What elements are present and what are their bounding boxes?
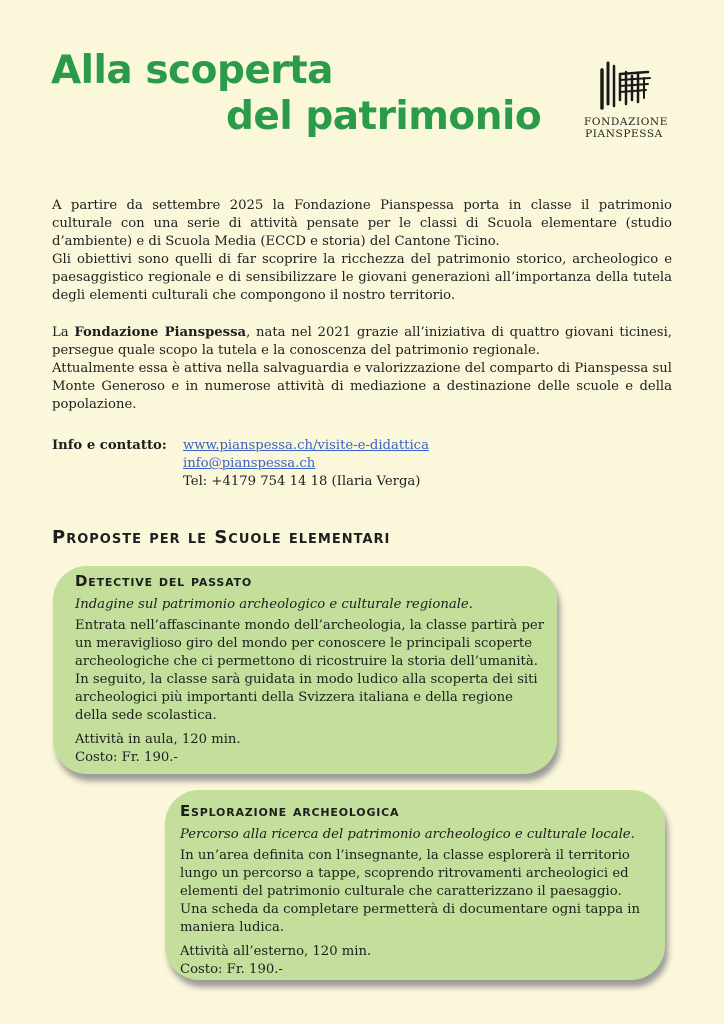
activity-subtitle: Percorso alla ricerca del patrimonio archeologico e culturale locale. [180,827,635,842]
page-title [51,48,541,140]
title-line-1: Alla scoperta [51,48,334,93]
about-paragraph-1 [52,324,672,360]
phone-text: Tel: +4179 754 14 18 (Ilaria Verga) [183,474,421,489]
activity-description: In un’area definita con l’insegnante, la classe esplorerà il territorio lungo un percorso a tappe, scoprendo ritrovamenti archeologici ed elementi del patrimonio culturale che caratterizzano il paesaggio. Una scheda da completare permetterà di documentare ogni tappa in maniera ludica. [180,848,640,935]
activity-cost: Costo: Fr. 190.- [75,750,178,765]
about-paragraph-2: Attualmente essa è attiva nella salvaguardia e valorizzazione del comparto di Pianspessa sul Monte Generoso e in numerose attività di mediazione a destinazione delle scuole e della popolazione. [52,361,672,412]
activity-title: Detective del passato [75,572,253,590]
email-link[interactable]: info@pianspessa.ch [183,456,316,471]
logo-text-line-2: PIANSPESSA [585,128,663,140]
about-lead: La [52,325,75,340]
pianspessa-logo-icon [594,60,654,112]
intro-section [52,197,672,305]
logo-text-line-1: FONDAZIONE [584,116,668,128]
activity-duration: Attività all’esterno, 120 min. [180,944,372,959]
activity-subtitle: Indagine sul patrimonio archeologico e culturale regionale. [75,597,473,612]
activity-description: Entrata nell’affascinante mondo dell’archeologia, la classe partirà per un meraviglioso giro del mondo per conoscere le principali scoperte archeologiche che ci permettono di ricostruire la storia dell’umanità. In seguito, la classe sarà guidata in modo ludico alla scoperta dei siti archeologici più importanti della Svizzera italiana e della regione della sede scolastica. [75,618,545,723]
intro-paragraph-1: A partire da settembre 2025 la Fondazione Pianspessa porta in classe il patrimonio culturale con una serie di attività pensate per le classi di Scuola elementare (studio d’ambiente) e di Scuola Media (ECCD e storia) del Cantone Ticino. [52,198,672,249]
activity-duration: Attività in aula, 120 min. [75,732,241,747]
website-link[interactable]: www.pianspessa.ch/visite-e-didattica [183,438,429,453]
org-name: Fondazione Pianspessa [74,325,247,340]
activity-card-detective [53,566,557,774]
section-title: Proposte per le Scuole elementari [52,527,391,548]
activity-card-exploration [165,790,665,980]
foundation-logo [584,60,668,140]
activity-cost: Costo: Fr. 190.- [180,962,283,977]
intro-paragraph-2: Gli obiettivi sono quelli di far scoprire la ricchezza del patrimonio storico, archeologico e paesaggistico regionale e di sensibilizzare le giovani generazioni all’importanza della tutela degli elementi culturali che compongono il nostro territorio. [52,252,672,303]
title-line-2: del patrimonio [226,94,542,139]
contact-label: Info e contatto: [52,438,167,453]
activity-title: Esplorazione archeologica [180,802,400,820]
about-text: , nata nel 2021 grazie all’iniziativa di quattro giovani ticinesi, persegue quale scopo la tutela e la conoscenza del patrimonio regionale. [52,325,672,358]
about-section [52,324,672,414]
